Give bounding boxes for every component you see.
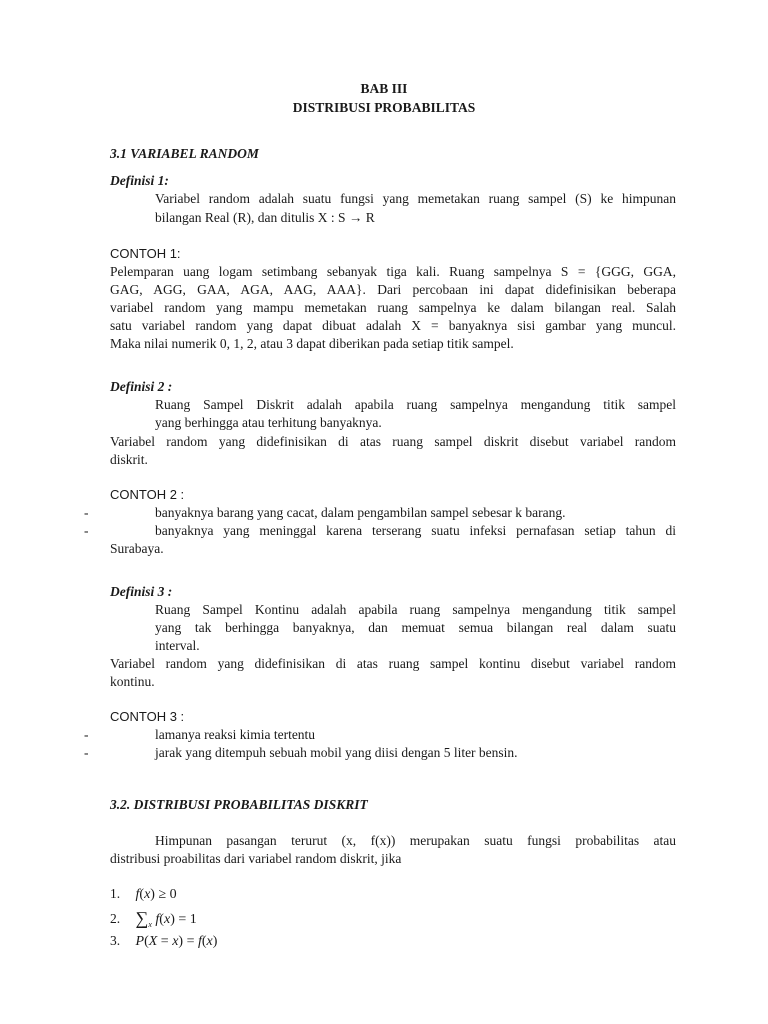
definition-2-label: Definisi 2 : [110, 379, 173, 394]
example-2-item: banyaknya barang yang cacat, dalam pengambilan sampel sebesar k barang. [155, 505, 566, 520]
definition-3-line: kontinu. [110, 674, 155, 689]
definition-2-line: Ruang Sampel Diskrit adalah apabila ruang sampelnya mengandung titik sampel [155, 397, 676, 412]
bullet-dash: - [84, 505, 89, 520]
condition-3 [110, 932, 217, 951]
chapter-number: BAB III [360, 81, 408, 96]
definition-2-line: diskrit. [110, 452, 148, 467]
bullet-dash: - [84, 523, 89, 538]
example-1-line: Maka nilai numerik 0, 1, 2, atau 3 dapat diberikan pada setiap titik sampel. [110, 336, 514, 351]
bullet-dash: - [84, 727, 89, 742]
definition-3-line: yang tak berhingga banyaknya, dan memuat semua bilangan real dalam suatu [155, 620, 676, 635]
sum-symbol-icon: ∑ [135, 908, 149, 928]
condition-number: 3. [110, 933, 121, 948]
chapter-title: DISTRIBUSI PROBABILITAS [292, 100, 476, 115]
definition-3-label: Definisi 3 : [110, 584, 173, 599]
example-1-line: GAG, AGG, GAA, AGA, AAG, AAA}. Dari percobaan ini dapat didefinisikan beberapa [110, 282, 676, 297]
formula-sum-equals-one: $\sum_x$ f(x) = 1 [135, 908, 197, 929]
definition-3-line: Variabel random yang didefinisikan di atas ruang sampel kontinu disebut variabel random [110, 656, 676, 671]
definition-2-line: yang berhingga atau terhitung banyaknya. [155, 415, 382, 430]
example-2-item: banyaknya yang meninggal karena terserang suatu infeksi pernafasan setiap tahun di [155, 523, 676, 538]
example-2-continuation: Surabaya. [110, 541, 164, 556]
condition-number: 1. [110, 886, 121, 901]
example-1-line: satu variabel random yang dapat dibuat adalah X = banyaknya sisi gambar yang muncul. [110, 318, 676, 333]
definition-1-label: Definisi 1: [110, 173, 169, 188]
section-heading-3-2: 3.2. DISTRIBUSI PROBABILITAS DISKRIT [110, 797, 368, 812]
condition-1 [110, 885, 177, 904]
example-2-label: CONTOH 2 : [110, 487, 185, 502]
section-2-line: Himpunan pasangan terurut (x, f(x)) merupakan suatu fungsi probabilitas atau [155, 833, 676, 848]
example-1-label: CONTOH 1: [110, 246, 181, 261]
definition-3-line: Ruang Sampel Kontinu adalah apabila ruang sampelnya mengandung titik sampel [155, 602, 676, 617]
definition-2-line: Variabel random yang didefinisikan di atas ruang sampel diskrit disebut variabel random [110, 434, 676, 449]
definition-1-line: bilangan Real (R), dan ditulis X : S → R [155, 210, 375, 225]
example-3-item: jarak yang ditempuh sebuah mobil yang diisi dengan 5 liter bensin. [155, 745, 518, 760]
condition-2 [110, 908, 197, 930]
definition-1-line: Variabel random adalah suatu fungsi yang memetakan ruang sampel (S) ke himpunan [155, 191, 676, 206]
definition-3-line: interval. [155, 638, 200, 653]
example-1-line: Pelemparan uang logam setimbang sebanyak tiga kali. Ruang sampelnya S = {GGG, GGA, [110, 264, 676, 279]
example-1-line: variabel random yang mampu memetakan ruang sampelnya ke dalam bilangan real. Salah [110, 300, 676, 315]
example-3-item: lamanya reaksi kimia tertentu [155, 727, 316, 742]
formula-probability-mass: P(X = x) = f(x) [135, 934, 218, 949]
section-2-line: distribusi proabilitas dari variabel random diskrit, jika [110, 851, 402, 866]
formula-nonnegative: f(x) ≥ 0 [135, 887, 177, 902]
bullet-dash: - [84, 745, 89, 760]
section-heading-3-1: 3.1 VARIABEL RANDOM [110, 146, 259, 161]
example-3-label: CONTOH 3 : [110, 709, 185, 724]
condition-number: 2. [110, 911, 121, 926]
